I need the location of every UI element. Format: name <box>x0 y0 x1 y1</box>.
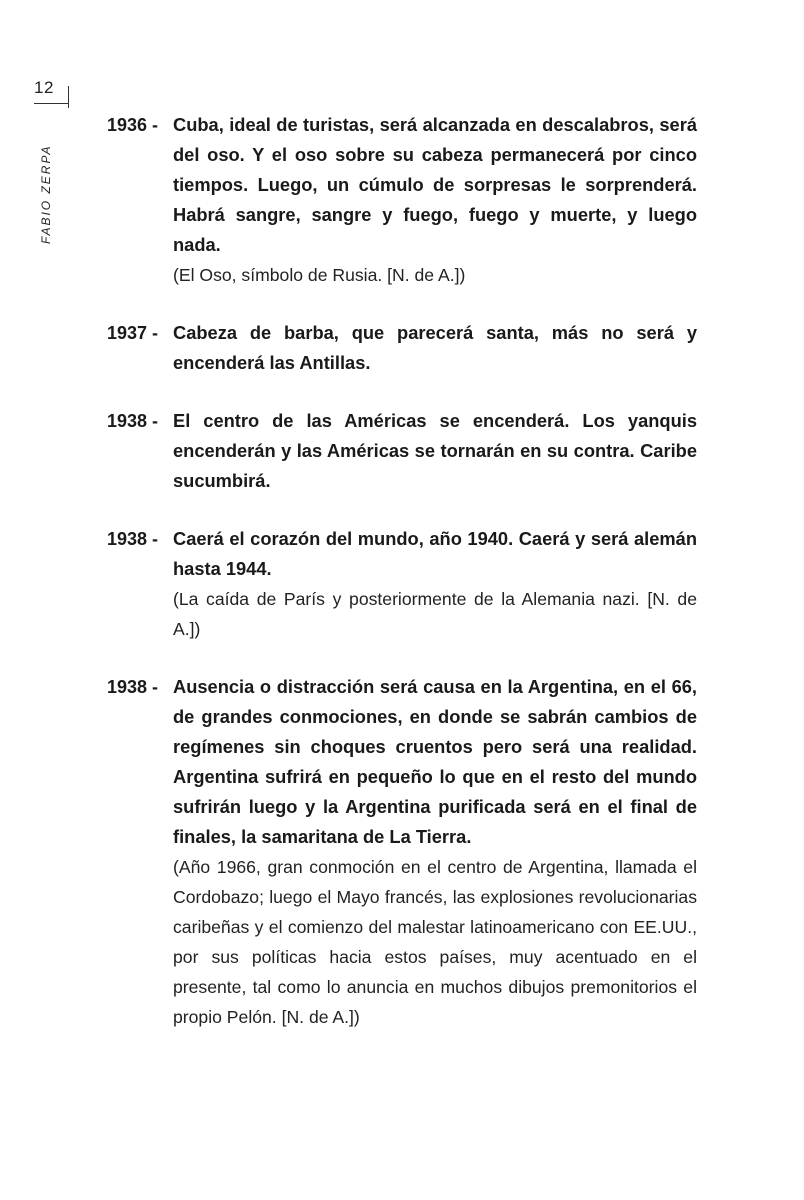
entry-year: 1938 - <box>107 529 159 549</box>
list-item <box>107 406 697 496</box>
list-item <box>107 524 697 644</box>
entry-text: Ausencia o distracción será causa en la Argentina, en el 66, de grandes conmociones, en donde se sabrán cambios de regímenes sin choques cruentos pero será una realidad. Argentina sufrirá en pequeño lo que en el resto del mundo sufrirán luego y la Argentina purificada será en el final de finales, la samaritana de La Tierra. <box>173 676 697 847</box>
margin-rule-horizontal <box>34 103 68 104</box>
entry-year: 1938 - <box>107 677 159 697</box>
entry-text: Caerá el corazón del mundo, año 1940. Caerá y será alemán hasta 1944. <box>173 528 697 579</box>
margin-rule-vertical <box>68 86 69 108</box>
entry-note: (El Oso, símbolo de Rusia. [N. de A.]) <box>173 265 466 285</box>
entry-body <box>173 318 697 378</box>
list-item <box>107 318 697 378</box>
running-head: FABIO ZERPA <box>39 144 53 244</box>
prophecy-list <box>107 110 697 1060</box>
entry-note: (Año 1966, gran conmoción en el centro de Argentina, llamada el Cordobazo; luego el Mayo francés, las explosiones revolucionarias caribeñas y el comienzo del malestar latinoamericano con EE.UU., por sus políticas hacia estos países, muy acentuado en el presente, tal como lo anuncia en muchos dibujos premonitorios el propio Pelón. [N. de A.]) <box>173 857 697 1027</box>
list-item <box>107 672 697 1032</box>
entry-note: (La caída de París y posteriormente de la Alemania nazi. [N. de A.]) <box>173 589 697 639</box>
entry-body <box>173 110 697 290</box>
list-item <box>107 110 697 290</box>
entry-text: Cuba, ideal de turistas, será alcanzada en descalabros, será del oso. Y el oso sobre su cabeza permanecerá por cinco tiempos. Luego, un cúmulo de sorpresas le sorprenderá. Habrá sangre, sangre y fuego, fuego y muerte, y luego nada. <box>173 114 697 255</box>
entry-year: 1938 - <box>107 411 159 431</box>
entry-body <box>173 406 697 496</box>
entry-year: 1936 - <box>107 115 159 135</box>
entry-body <box>173 524 697 644</box>
entry-text: El centro de las Américas se encenderá. Los yanquis encenderán y las Américas se tornarán en su contra. Caribe sucumbirá. <box>173 410 697 491</box>
entry-text: Cabeza de barba, que parecerá santa, más no será y encenderá las Antillas. <box>173 322 697 373</box>
page-number: 12 <box>34 78 54 97</box>
entry-year: 1937 - <box>107 323 159 343</box>
entry-body <box>173 672 697 1032</box>
